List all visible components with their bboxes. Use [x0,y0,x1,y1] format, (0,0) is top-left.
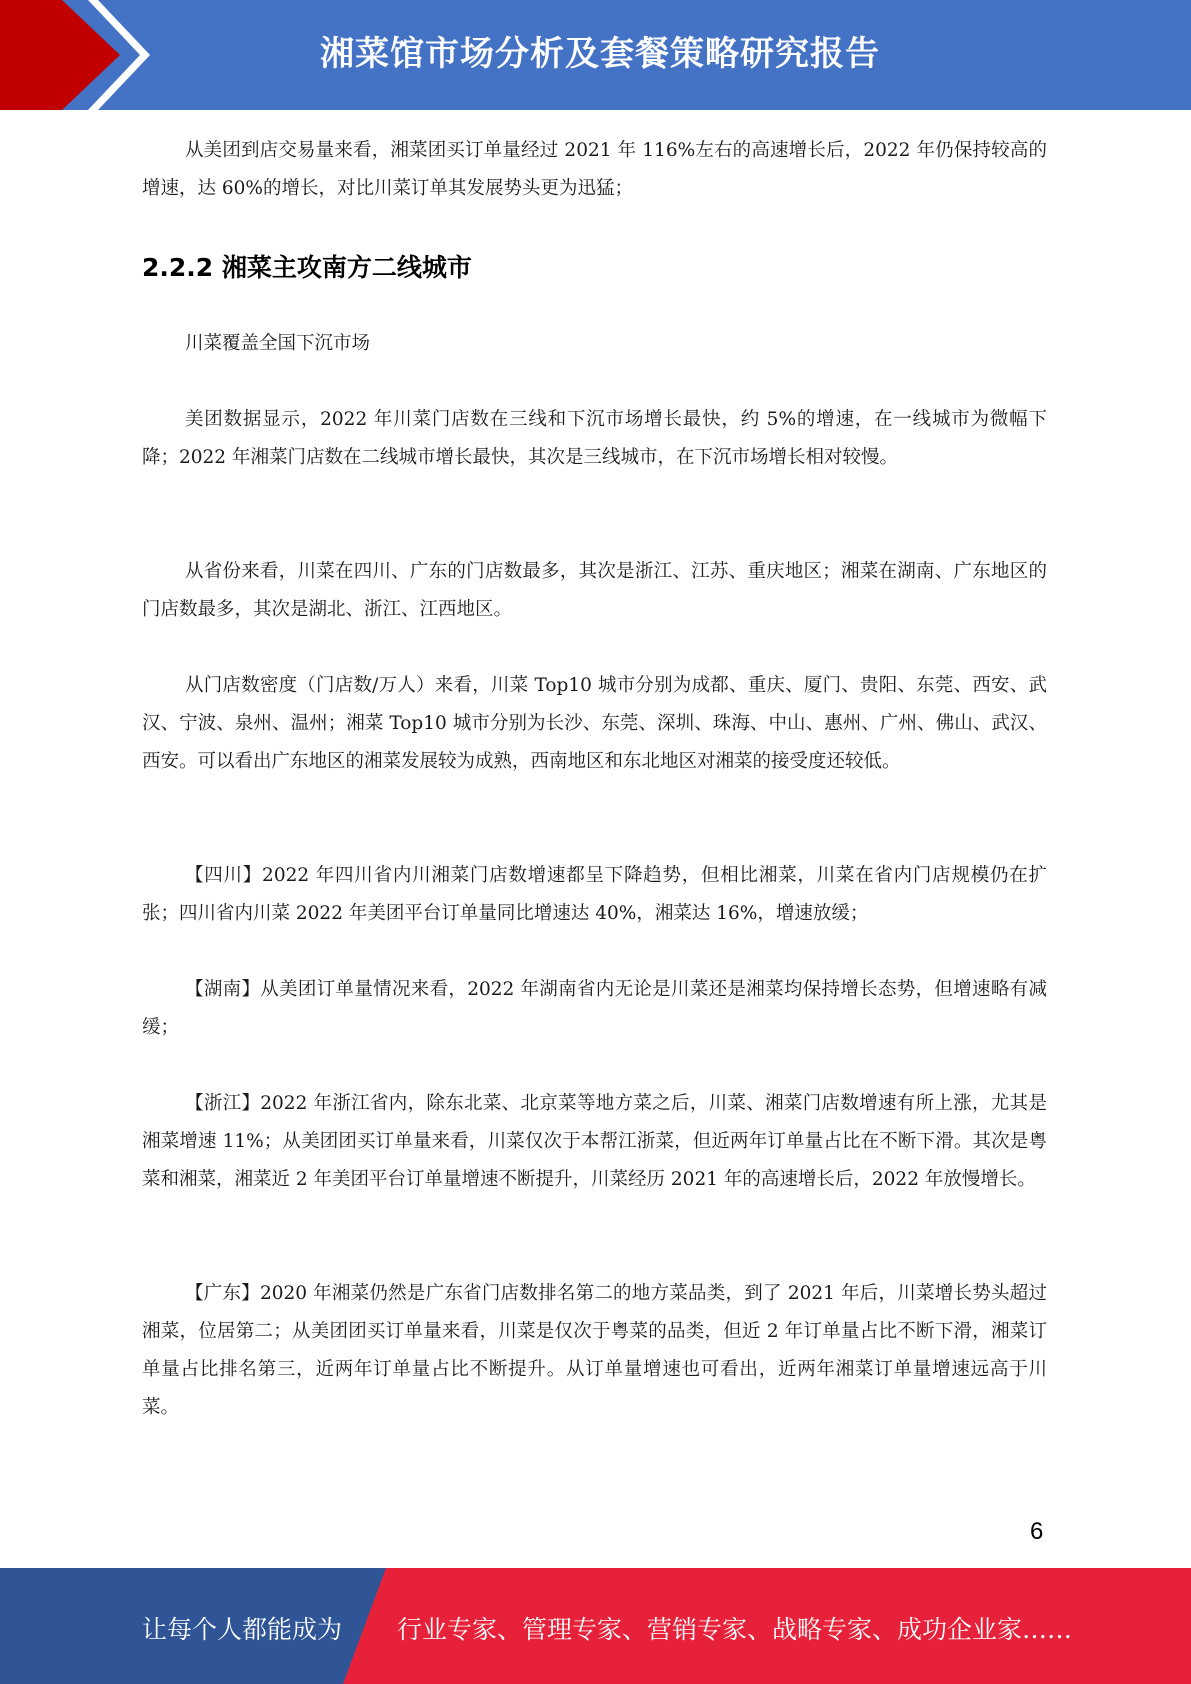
paragraph-4: 从省份来看，川菜在四川、广东的门店数最多，其次是浙江、江苏、重庆地区；湘菜在湖南、广东地区的门店数最多，其次是湖北、浙江、江西地区。 [142,561,1047,620]
paragraph-5: 从门店数密度（门店数/万人）来看，川菜 Top10 城市分别为成都、重庆、厦门、贵阳、东莞、西安、武汉、宁波、泉州、温州；湘菜 Top10 城市分别为长沙、东莞、深圳、珠海、中山、惠州、广州、佛山、武汉、西安。可以看出广东地区的湘菜发展较为成熟，西南地区和东北地区对湘菜的接受度还较低。 [142,675,1047,772]
header-title: 湘菜馆市场分析及套餐策略研究报告 [320,34,880,74]
page-header [0,0,1191,110]
footer-slogan-left: 让每个人都能成为 [142,1615,343,1644]
paragraph-7: 【湖南】从美团订单量情况来看，2022 年湖南省内无论是川菜还是湘菜均保持增长态势，但增速略有减缓； [142,979,1047,1038]
section-heading: 2.2.2 湘菜主攻南方二线城市 [142,253,472,282]
header-red-chevron [0,0,120,110]
paragraph-3: 美团数据显示，2022 年川菜门店数在三线和下沉市场增长最快，约 5%的增速，在一线城市为微幅下降；2022 年湘菜门店数在二线城市增长最快，其次是三线城市，在下沉市场增长相对较慢。 [142,409,1047,468]
paragraph-6: 【四川】2022 年四川省内川湘菜门店数增速都呈下降趋势，但相比湘菜，川菜在省内门店规模仍在扩张；四川省内川菜 2022 年美团平台订单量同比增速达 40%，湘菜达 16%，增速放缓； [142,865,1047,924]
page-number: 6 [1030,1518,1044,1545]
paragraph-9: 【广东】2020 年湘菜仍然是广东省门店数排名第二的地方菜品类，到了 2021 年后，川菜增长势头超过湘菜，位居第二；从美团团买订单量来看，川菜是仅次于粤菜的品类，但近 2 年订单量占比不断下滑，湘菜订单量占比排名第三，近两年订单量占比不断提升。从订单量增速也可看出，近两年湘菜订单量增速远高于川菜。 [142,1283,1047,1418]
paragraph-2: 川菜覆盖全国下沉市场 [185,333,371,354]
paragraph-8: 【浙江】2022 年浙江省内，除东北菜、北京菜等地方菜之后，川菜、湘菜门店数增速有所上涨，尤其是湘菜增速 11%；从美团团买订单量来看，川菜仅次于本帮江浙菜，但近两年订单量占比在不断下滑。其次是粤菜和湘菜，湘菜近 2 年美团平台订单量增速不断提升，川菜经历 2021 年的高速增长后，2022 年放慢增长。 [142,1093,1047,1190]
page-footer [0,1568,1191,1684]
paragraph-1: 从美团到店交易量来看，湘菜团买订单量经过 2021 年 116%左右的高速增长后，2022 年仍保持较高的增速，达 60%的增长，对比川菜订单其发展势头更为迅猛； [142,140,1047,199]
footer-slogan-right: 行业专家、管理专家、营销专家、战略专家、成功企业家…… [397,1615,1073,1644]
